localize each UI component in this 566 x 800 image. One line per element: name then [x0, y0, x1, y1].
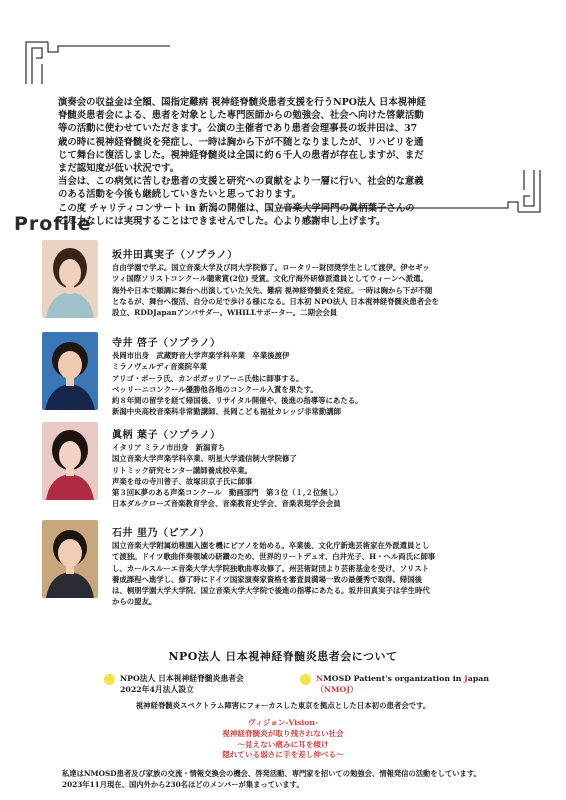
profile-name: 坂井田真実子（ソプラノ）	[112, 250, 238, 261]
intro-line: 歳の時に視神経脊髄炎を発症し、一時は胸から下が不随となりましたが、リハビリを通	[58, 136, 424, 148]
bio-line: からの盟友。	[112, 597, 157, 607]
footer-line: 2023年11月現在、国内外から230名ほどのメンバーが集まっています。	[62, 780, 304, 789]
intro-line: のある活動を今後も継続していきたいと思っております。	[58, 189, 302, 201]
vision-line: ～見えない痛みに耳を傾け	[237, 739, 329, 749]
npo-description: 視神経脊髄炎スペクトラム障害にフォーカスした東京を拠点とした日本初の患者会です。	[135, 701, 431, 710]
portrait-photo	[42, 240, 98, 318]
footer-line: 私達はNMOSD患者及び家族の交流・情報交換会の機会、啓発活動、専門家を招いての勉強会、情報発信の活動をしています。	[62, 769, 481, 778]
intro-paragraph	[58, 96, 506, 228]
intro-line: この度 チャリティコンサート in 新潟の開催は、国立音楽大学同門の眞柄葉子さんの	[58, 202, 415, 214]
bio-line: 自由学園で学ぶ。国立音楽大学及び同大学院修了。ロータリー財団奨学生として渡伊。伊セギッ	[112, 263, 430, 272]
bio-line: ツィ国際ソリストコンクール聴衆賞(2位) 受賞。文化庁海外研修派遣員としてウィーンへ派遣。	[112, 274, 428, 284]
profile-name: 石井 里乃（ピアノ）	[112, 528, 210, 539]
portrait-photo	[42, 520, 98, 598]
bio-line: 設立、RDDJapanアンバサダー。WHILLサポーター。二期会会員	[112, 308, 338, 318]
npo-abbreviation: （NMOJ）	[316, 685, 358, 694]
yellow-dot-icon	[104, 674, 115, 685]
bio-line: 約８年間の留学を経て帰国後、リサイタル開催や、後進の指導等にあたる。	[112, 396, 363, 406]
bio-line: 新潟中央高校音楽科非常勤講師、長岡こども福祉カレッジ非常勤講師	[112, 407, 342, 417]
intro-line: ご尽力なしには実現することはできませんでした。心より感謝申し上げます。	[58, 215, 386, 227]
portrait-photo	[42, 332, 98, 410]
intro-line: 等の活動に使わせていただきます。公演の主催者であり患者会理事長の坂井田は、37	[58, 123, 418, 135]
bio-line: ベッリーニコンクール優勝他各地のコンクール入賞を果たす。	[112, 384, 318, 394]
profile-heading: Profile	[14, 213, 92, 235]
intro-line: 脊髄炎患者会による、患者を対象とした専門医師からの勉強会、社会へ向けた啓蒙活動	[58, 110, 424, 122]
npo-english-name: NMOSD Patient's organization in Japan	[316, 674, 490, 683]
bio-line: ミラノヴェルディ音楽院卒業	[112, 362, 207, 372]
bio-line: イタリア ミラノ市出身 新潟育ち	[112, 443, 226, 452]
profile-bio	[112, 262, 524, 318]
bio-line: 養成課程へ進学し、修了時にドイツ国家演奏家資格を審査員満場一致の最優秀で取得。帰国後	[112, 574, 423, 584]
bio-line: は、桐朋学園大学大学院、国立音楽大学大学院で後進の指導にあたる。坂井田真実子は学生時代	[112, 586, 430, 596]
portrait-photo	[42, 422, 98, 500]
footer-note	[62, 768, 542, 790]
profile-bio	[112, 540, 524, 608]
bio-line: 声楽を母の寺川曾子、故塚田京子氏に師事	[112, 476, 253, 486]
profile-name: 寺井 啓子（ソプラノ）	[112, 338, 221, 349]
profile-bio	[112, 350, 524, 418]
bio-line: アリゴ・ポーラ氏、カンポガッリアーニ氏他に師事する。	[112, 373, 304, 383]
npo-left-line: NPO法人 日本視神経脊髄炎患者会	[120, 674, 244, 683]
bio-line: し、カールスルーエ音楽大学大学院独歌曲専攻修了。州芸術財団より芸術基金を受け、ソリスト	[112, 563, 429, 573]
vision-line: 隠れている弱さに手を差し伸べる～	[222, 750, 344, 760]
bio-line: 国立音楽大学附属幼稚園入園を機にピアノを始める。卒業後、文化庁新進芸術家在外派遣員とし	[112, 541, 430, 550]
profile-name: 眞柄 葉子（ソプラノ）	[112, 430, 221, 441]
intro-line: じて舞台に復活しました。視神経脊髄炎は全国に約６千人の患者が存在しますが、まだ	[58, 149, 424, 161]
yellow-dot-icon	[300, 674, 311, 685]
npo-heading: NPO法人 日本視神経脊髄炎患者会について	[168, 650, 398, 663]
vision-line: ヴィジョン-Vision-	[247, 718, 319, 727]
bio-line: 長岡市出身 武蔵野音大学声楽学科卒業 卒業後渡伊	[112, 351, 290, 360]
intro-line: 演奏会の収益金は全額、国指定難病 視神経脊髄炎患者支援を行うNPO法人 日本視神経	[58, 97, 426, 108]
intro-line: まだ認知度が低い状況です。	[58, 163, 180, 175]
bio-line: 国立音楽大学声楽学科卒業、明星大学通信制大学院修了	[112, 454, 297, 464]
profile-bio	[112, 442, 524, 510]
bio-line: 海外や日本で順調に舞台へ出演していた矢先、難病 視神経脊髄炎を発症。一時は胸から下が不随	[112, 285, 433, 295]
bio-line: リトミック研究センター講師養成校卒業。	[112, 465, 252, 475]
bio-line: となるが、舞台へ復活、自分の足で歩ける様になる。日本初 NPO法人 日本視神経脊髄炎患者会を	[112, 296, 439, 306]
npo-left-line: 2022年4月法人設立	[120, 685, 194, 694]
ornament-corner-top-left-icon	[22, 38, 172, 86]
vision-line: 視神経脊髄炎が取り残されない社会	[222, 728, 344, 738]
vision-statement	[0, 718, 566, 761]
bio-line: て渡独。ドイツ歌曲伴奏領域の研鑽のため、世界的リートデュオ、白井光子、H・ヘル両氏に師事	[112, 552, 436, 562]
intro-line: 当会は、この病気に苦しむ患者の支援と研究への貢献をより一層に行い、社会的な意義	[58, 176, 424, 188]
bio-line: 日本ダルクローズ音楽教育学会、音楽教育史学会、音楽表現学会会員	[112, 499, 341, 509]
bio-line: 第３回K夢のある声楽コンクール 動画部門 第３位（１,２位無し）	[112, 488, 343, 498]
